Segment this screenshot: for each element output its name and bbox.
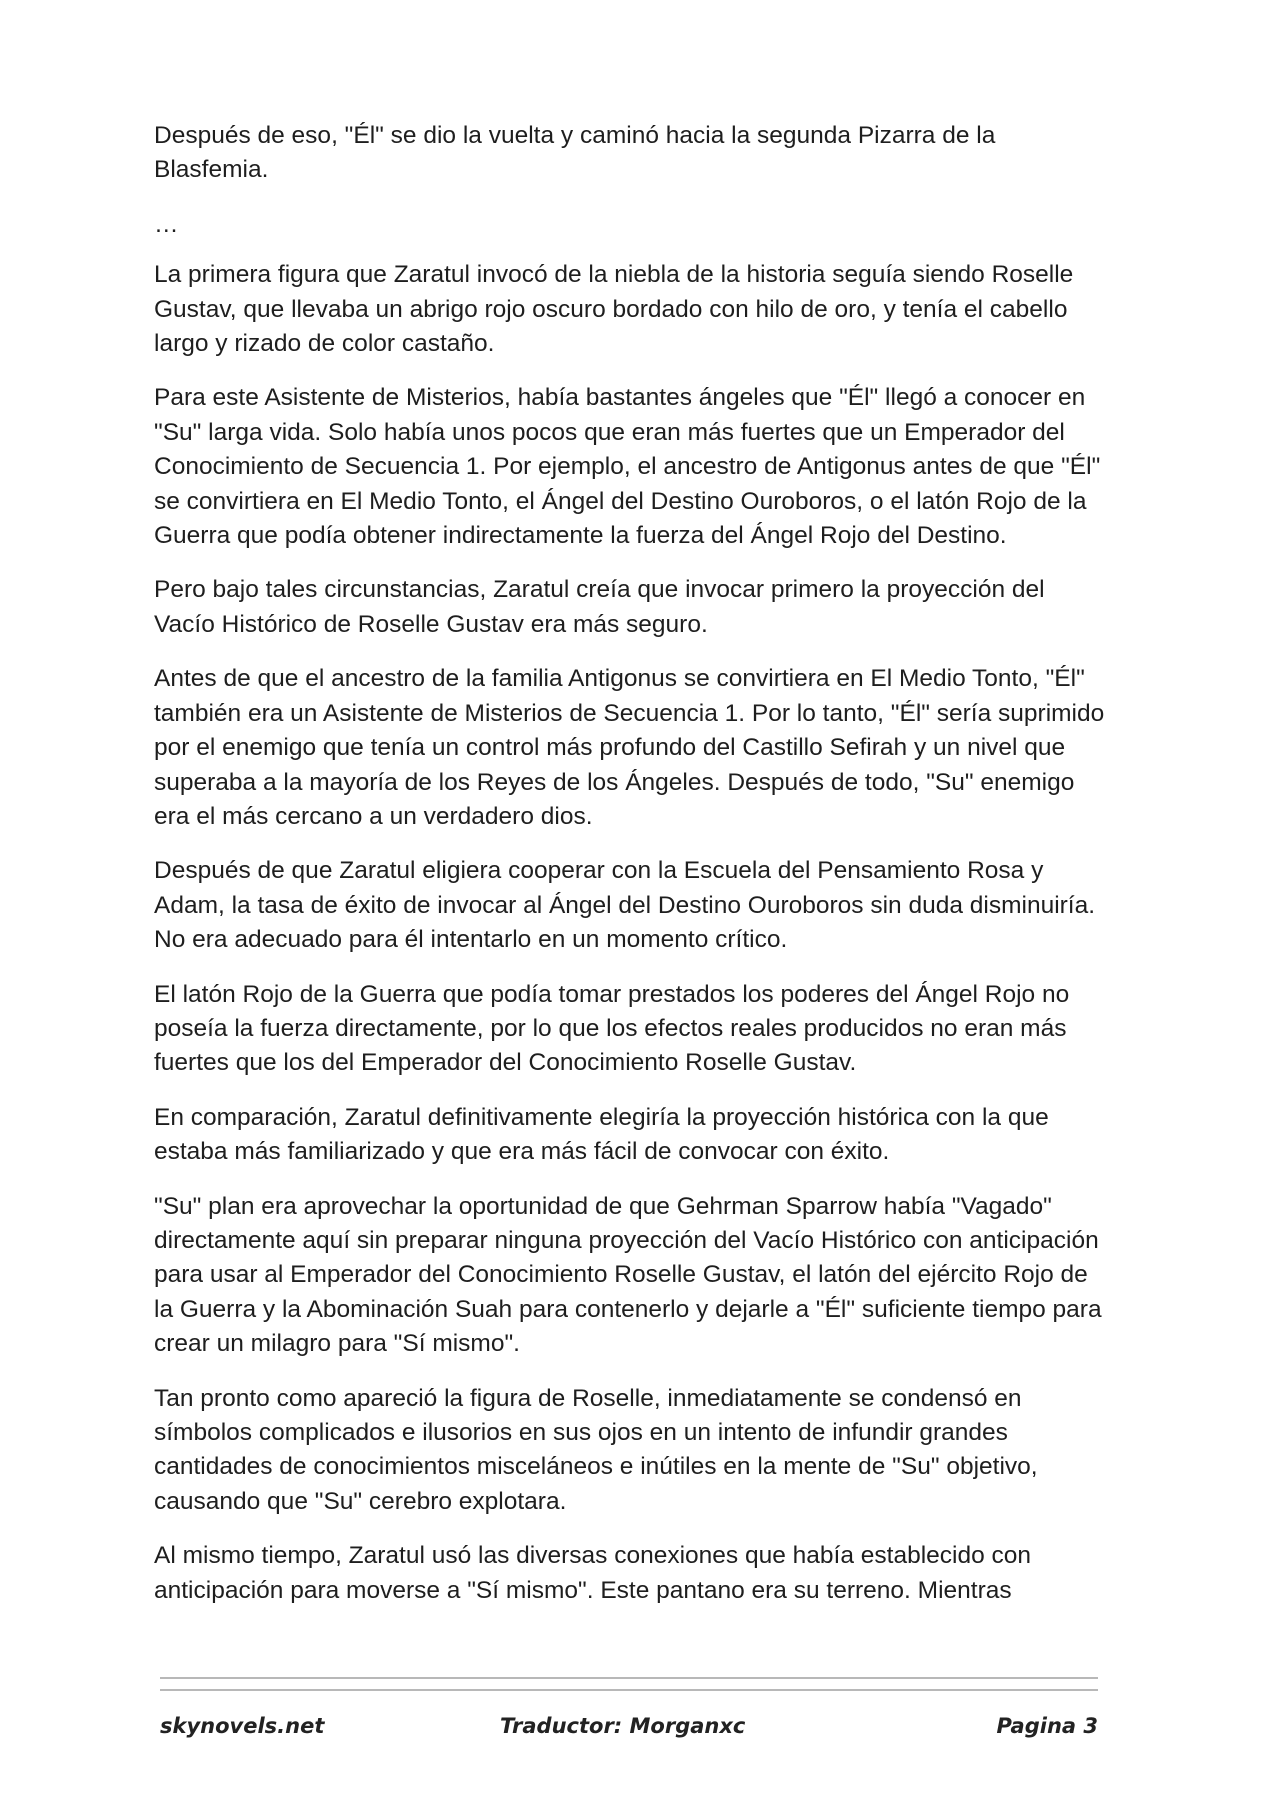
paragraph: "Su" plan era aprovechar la oportunidad de que Gehrman Sparrow había "Vagado" directamente aquí sin preparar ninguna proyección del Vacío Histórico con anticipación para usar al Emperador del Conocimiento Roselle Gustav, el latón del ejército Rojo de la Guerra y la Abominación Suah para contenerlo y dejarle a "Él" suficiente tiempo para crear un milagro para "Sí mismo".	[154, 1192, 1102, 1358]
paragraph: En comparación, Zaratul definitivamente elegiría la proyección histórica con la que estaba más familiarizado y que era más fácil de convocar con éxito.	[154, 1103, 1049, 1166]
footer-translator: Traductor: Morganxc	[500, 1714, 746, 1738]
paragraph: Al mismo tiempo, Zaratul usó las diversas conexiones que había establecido con anticipación para moverse a "Sí mismo". Este pantano era su terreno. Mientras	[154, 1542, 1032, 1604]
paragraph: Pero bajo tales circunstancias, Zaratul creía que invocar primero la proyección del Vacío Histórico de Roselle Gustav era más seguro.	[154, 576, 1045, 638]
paragraph: La primera figura que Zaratul invocó de la niebla de la historia seguía siendo Roselle Gustav, que llevaba un abrigo rojo oscuro bordado con hilo de oro, y tenía el cabello largo y rizado de color castaño.	[154, 261, 1074, 358]
paragraph: Antes de que el ancestro de la familia Antigonus se convirtiera en El Medio Tonto, "Él" también era un Asistente de Misterios de Secuencia 1. Por lo tanto, "Él" sería suprimido por el enemigo que tenía un control más profundo del Castillo Sefirah y un nivel que superaba a la mayoría de los Reyes de los Ángeles. Después de todo, "Su" enemigo era el más cercano a un verdadero dios.	[154, 665, 1105, 830]
footer-page-number: Pagina 3	[996, 1714, 1098, 1738]
document-body	[154, 119, 1106, 1628]
paragraph: Para este Asistente de Misterios, había bastantes ángeles que "Él" llegó a conocer en "Su" larga vida. Solo había unos pocos que eran más fuertes que un Emperador del Conocimiento de Secuencia 1. Por ejemplo, el ancestro de Antigonus antes de que "Él" se convirtiera en El Medio Tonto, el Ángel del Destino Ouroboros, o el latón Rojo de la Guerra que podía obtener indirectamente la fuerza del Ángel Rojo del Destino.	[154, 384, 1101, 550]
paragraph: Después de que Zaratul eligiera cooperar con la Escuela del Pensamiento Rosa y Adam, la tasa de éxito de invocar al Ángel del Destino Ouroboros sin duda disminuiría. No era adecuado para él intentarlo en un momento crítico.	[154, 857, 1096, 954]
footer-divider-bottom	[160, 1689, 1098, 1691]
paragraph: Tan pronto como apareció la figura de Roselle, inmediatamente se condensó en símbolos complicados e ilusorios en sus ojos en un intento de infundir grandes cantidades de conocimientos misceláneos e inútiles en la mente de "Su" objetivo, causando que "Su" cerebro explotara.	[154, 1384, 1038, 1515]
paragraph-ellipsis: …	[154, 210, 179, 238]
footer-divider-top	[160, 1677, 1098, 1679]
page-footer	[160, 1714, 1098, 1748]
paragraph: Después de eso, "Él" se dio la vuelta y caminó hacia la segunda Pizarra de la Blasfemia.	[154, 122, 996, 184]
footer-site: skynovels.net	[160, 1714, 325, 1738]
paragraph: El latón Rojo de la Guerra que podía tomar prestados los poderes del Ángel Rojo no poseía la fuerza directamente, por lo que los efectos reales producidos no eran más fuertes que los del Emperador del Conocimiento Roselle Gustav.	[154, 980, 1070, 1077]
